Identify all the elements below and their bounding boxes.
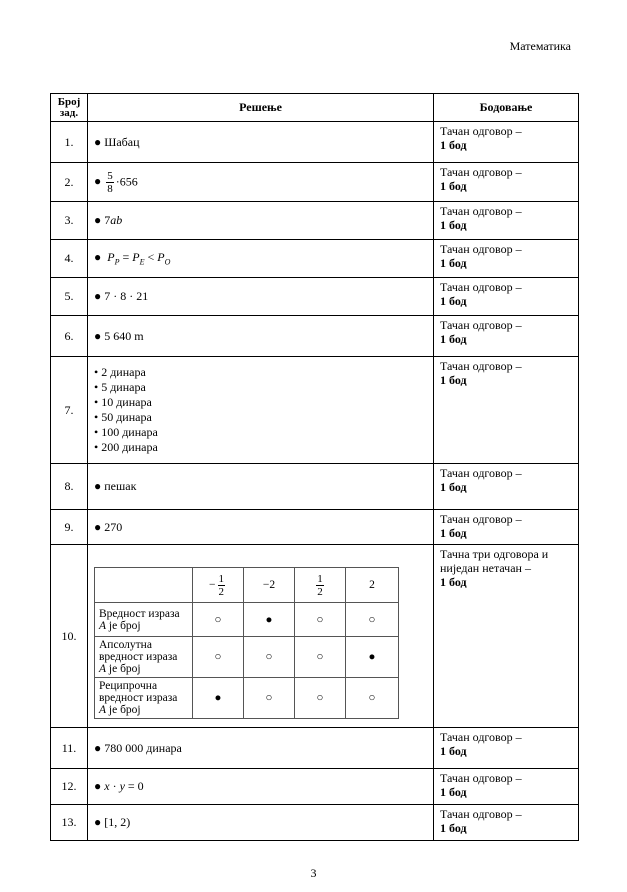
answer-key-table xyxy=(50,93,579,841)
bullet: ● xyxy=(94,328,102,343)
inner-header-row xyxy=(95,568,399,603)
points-cell: Тачан одговор – 1 бод xyxy=(434,122,579,163)
list-item: • 10 динара xyxy=(94,395,152,409)
task-number: 4. xyxy=(51,240,88,278)
solution-cell: ● 270 xyxy=(88,510,434,545)
mark: ● xyxy=(193,678,244,719)
points-cell: Тачан одговор – 1 бод xyxy=(434,163,579,202)
table-row xyxy=(51,769,579,805)
points-cell: Тачан одговор – 1 бод xyxy=(434,728,579,769)
page-number: 3 xyxy=(310,866,317,880)
solution-cell: ● [1, 2) xyxy=(88,805,434,841)
list-item: • 5 динара xyxy=(94,380,146,394)
list-item: • 2 динара xyxy=(94,365,146,379)
points-cell: Тачан одговор – 1 бод xyxy=(434,805,579,841)
bullet: ● xyxy=(94,479,102,493)
task-number: 5. xyxy=(51,278,88,316)
task-number: 3. xyxy=(51,202,88,240)
table-header-row xyxy=(51,94,579,122)
bullet: ● xyxy=(94,289,102,303)
table-row xyxy=(51,202,579,240)
points-cell: Тачан одговор – 1 бод xyxy=(434,316,579,357)
points-cell: Тачан одговор – 1 бод xyxy=(434,357,579,464)
row-label: Реципрочна вредност израза A je број xyxy=(95,678,193,719)
inner-row-absolute xyxy=(95,637,399,678)
task-number: 12. xyxy=(51,769,88,805)
bullet: ● xyxy=(94,779,102,793)
mark: ○ xyxy=(295,637,346,678)
solution-cell: ● 7ab xyxy=(88,202,434,240)
table-row xyxy=(51,316,579,357)
table-row xyxy=(51,728,579,769)
solution-cell: ● 780 000 динара xyxy=(88,728,434,769)
mark: ● xyxy=(244,603,295,637)
table-row xyxy=(51,545,579,728)
bullet: ● xyxy=(94,173,102,188)
bullet: ● xyxy=(94,815,102,829)
header-solution: Решење xyxy=(88,94,434,122)
task-number: 2. xyxy=(51,163,88,202)
classification-table xyxy=(94,567,399,719)
bullet: ● xyxy=(94,519,102,534)
column-two: 2 xyxy=(346,568,399,603)
inner-row-reciprocal xyxy=(95,678,399,719)
row-label: Вредност израза A je број xyxy=(95,603,193,637)
task-number: 11. xyxy=(51,728,88,769)
task-number: 10. xyxy=(51,545,88,728)
points-cell: Тачан одговор – 1 бод xyxy=(434,510,579,545)
solution-cell: ● 5 640 m xyxy=(88,316,434,357)
bullet: ● xyxy=(94,740,102,755)
table-row xyxy=(51,240,579,278)
bullet: ● xyxy=(94,134,102,149)
points-cell: Тачан одговор – 1 бод xyxy=(434,464,579,510)
bullet: ● xyxy=(94,250,102,265)
solution-cell: ● $\frac{5}{8}$ ·656 xyxy=(88,163,434,202)
solution-cell: ● x · y = 0 xyxy=(88,769,434,805)
subject-header: Математика xyxy=(509,39,571,53)
mark: ● xyxy=(346,637,399,678)
answer-text: Шабац xyxy=(104,134,140,149)
task-number: 13. xyxy=(51,805,88,841)
solution-cell: ● 7 · 8 · 21 xyxy=(88,278,434,316)
column-half: $\frac{1}{2}$ xyxy=(295,568,346,603)
mark: ○ xyxy=(346,678,399,719)
header-number: Број зад. xyxy=(51,94,88,122)
list-item: • 50 динара xyxy=(94,410,152,424)
solution-cell xyxy=(88,122,434,163)
points-cell: Тачна три одговора и ниједан нетачан – 1 бод xyxy=(434,545,579,728)
solution-cell xyxy=(88,357,434,464)
points-cell: Тачан одговор – 1 бод xyxy=(434,769,579,805)
column-minus-two: −2 xyxy=(244,568,295,603)
task-number: 6. xyxy=(51,316,88,357)
list-item: • 200 динара xyxy=(94,440,158,454)
task-number: 1. xyxy=(51,122,88,163)
bullet: ● xyxy=(94,213,102,227)
table-row xyxy=(51,357,579,464)
mark: ○ xyxy=(193,637,244,678)
solution-cell: ● $P_P = P_E < P_O$ xyxy=(88,240,434,278)
table-row xyxy=(51,510,579,545)
solution-cell: ● пешак xyxy=(88,464,434,510)
mark: ○ xyxy=(244,637,295,678)
mark: ○ xyxy=(346,603,399,637)
points-cell: Тачан одговор – 1 бод xyxy=(434,202,579,240)
solution-cell xyxy=(88,545,434,728)
inner-row-value xyxy=(95,603,399,637)
task-number: 8. xyxy=(51,464,88,510)
task-number: 7. xyxy=(51,357,88,464)
column-minus-half: − $\frac{1}{2}$ xyxy=(193,568,244,603)
table-row xyxy=(51,163,579,202)
points-cell: Тачан одговор – 1 бод xyxy=(434,278,579,316)
row-label: Апсолутна вредност израза A je број xyxy=(95,637,193,678)
mark: ○ xyxy=(295,678,346,719)
task-number: 9. xyxy=(51,510,88,545)
table-row xyxy=(51,278,579,316)
points-cell: Тачан одговор – 1 бод xyxy=(434,240,579,278)
mark: ○ xyxy=(244,678,295,719)
table-row xyxy=(51,805,579,841)
mark: ○ xyxy=(295,603,346,637)
fraction: $\frac{5}{8}$ xyxy=(107,169,113,195)
mark: ○ xyxy=(193,603,244,637)
list-item: • 100 динара xyxy=(94,425,158,439)
table-row xyxy=(51,464,579,510)
table-row xyxy=(51,122,579,163)
header-points: Бодовање xyxy=(434,94,579,122)
